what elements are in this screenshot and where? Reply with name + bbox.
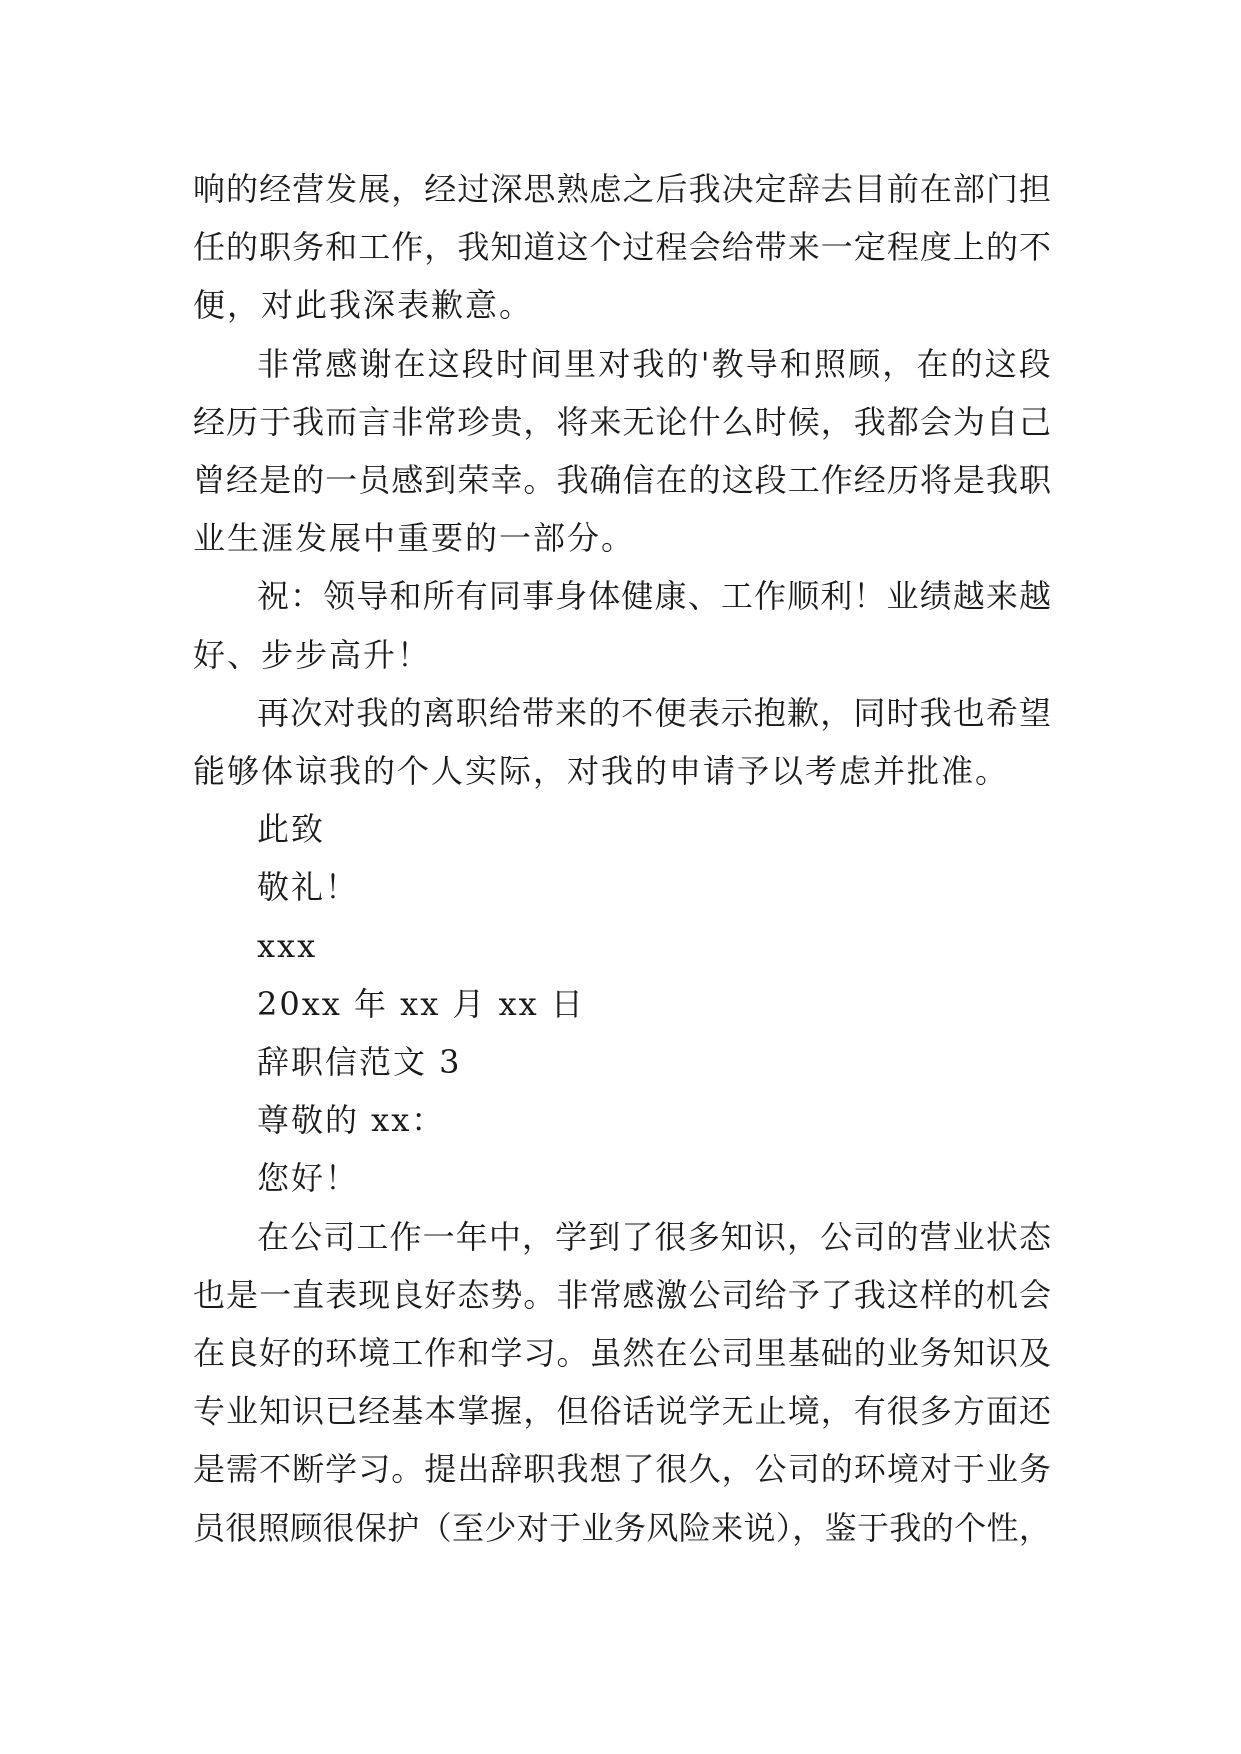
text-line: 业生涯发展中重要的一部分。: [193, 519, 636, 558]
text-line: 响的经营发展，经过深思熟虑之后我决定辞去目前在部门担: [193, 170, 1053, 208]
text-line: 经历于我而言非常珍贵，将来无论什么时候，我都会为自己: [193, 402, 1053, 441]
greeting: 您好！: [257, 1159, 360, 1198]
text-line: 是需不断学习。提出辞职我想了很久，公司的环境对于业务: [193, 1450, 1053, 1489]
text-line: 在公司工作一年中，学到了很多知识，公司的营业状态: [257, 1217, 1053, 1256]
text-line: 任的职务和工作，我知道这个过程会给带来一定程度上的不: [193, 228, 1053, 267]
text-line: 曾经是的一员感到荣幸。我确信在的这段工作经历将是我职: [193, 461, 1053, 500]
text-line: 也是一直表现良好态势。非常感激公司给予了我这样的机会: [193, 1275, 1053, 1314]
text-line: 专业知识已经基本掌握，但俗话说学无止境，有很多方面还: [193, 1392, 1053, 1431]
text-line: 能够体谅我的个人实际，对我的申请予以考虑并批准。: [193, 752, 1010, 791]
text-line: 再次对我的离职给带来的不便表示抱歉，同时我也希望: [257, 693, 1053, 732]
text-line: 在良好的环境工作和学习。虽然在公司里基础的业务知识及: [193, 1334, 1053, 1373]
text-line: 便，对此我深表歉意。: [193, 286, 534, 325]
text-line: 祝：领导和所有同事身体健康、工作顺利！业绩越来越: [257, 577, 1053, 616]
greeting-recipient: 尊敬的 xx：: [257, 1101, 446, 1140]
closing-line: 此致: [257, 810, 326, 849]
text-line: 非常感谢在这段时间里对我的'教导和照顾，在的这段: [257, 344, 1053, 383]
text-line: 员很照顾很保护（至少对于业务风险来说），鉴于我的个性，: [193, 1508, 1052, 1547]
signature-name: xxx: [257, 926, 318, 965]
section-title: 辞职信范文 3: [257, 1043, 462, 1082]
text-line: 好、步步高升！: [193, 635, 432, 674]
closing-salutation: 敬礼！: [257, 868, 360, 907]
letter-body: [193, 160, 1051, 1557]
signature-date: 20xx 年 xx 月 xx 日: [257, 984, 585, 1023]
